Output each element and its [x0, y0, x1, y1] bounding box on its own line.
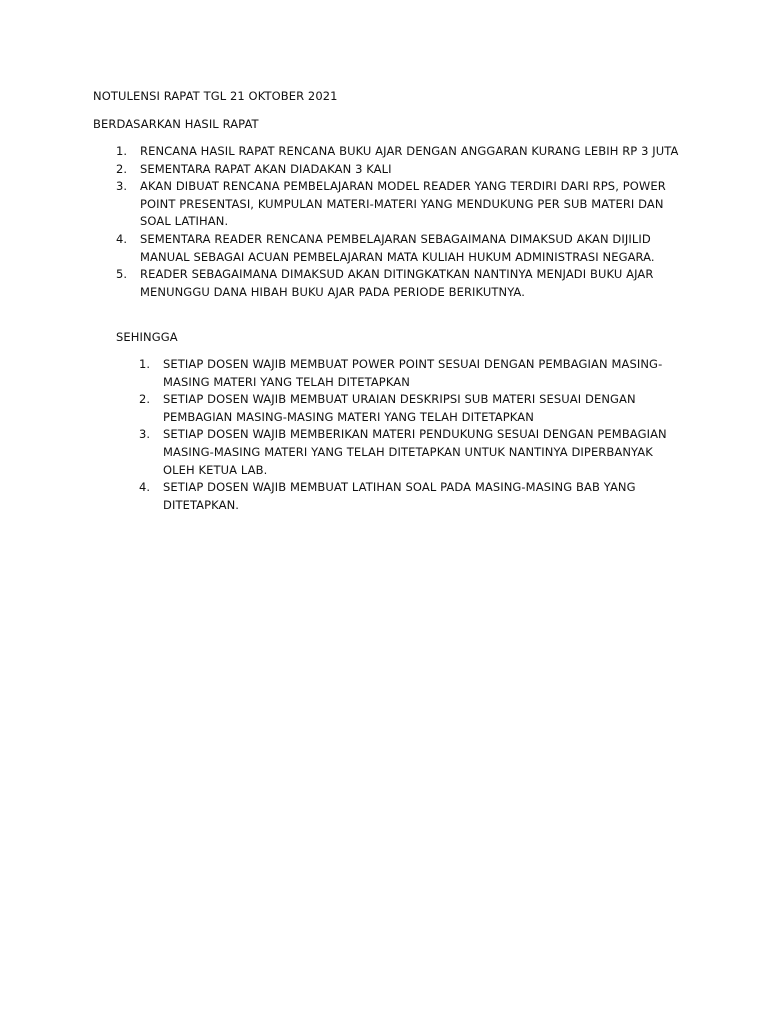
list-item-text: SEMENTARA RAPAT AKAN DIADAKAN 3 KALI — [140, 161, 392, 176]
list-item — [116, 266, 681, 301]
list-item-text: SEMENTARA READER RENCANA PEMBELAJARAN SEBAGAIMANA DIMAKSUD AKAN DIJILID MANUAL SEBAGAI ACUAN PEMBELAJARAN MATA KULIAH HUKUM ADMINISTRASI NEGARA. — [140, 231, 655, 264]
list-item-number: 4. — [139, 480, 151, 495]
list-item-number: 5. — [116, 267, 128, 282]
list-item — [139, 479, 684, 514]
main-numbered-list — [116, 143, 681, 301]
list-item-text: SETIAP DOSEN WAJIB MEMBUAT LATIHAN SOAL PADA MASING-MASING BAB YANG DITETAPKAN. — [163, 480, 636, 512]
list-item-number: 1. — [139, 357, 151, 371]
list-item-text: RENCANA HASIL RAPAT RENCANA BUKU AJAR DENGAN ANGGARAN KURANG LEBIH RP 3 JUTA — [140, 144, 679, 158]
list-item-text: AKAN DIBUAT RENCANA PEMBELAJARAN MODEL READER YANG TERDIRI DARI RPS, POWER POINT PRESENTASI, KUMPULAN MATERI-MATERI YANG MENDUKUNG PER SUB MATERI DAN SOAL LATIHAN. — [140, 179, 666, 229]
conclusion-label: SEHINGGA — [116, 330, 178, 344]
list-item — [139, 426, 684, 479]
list-item-number: 3. — [139, 427, 151, 442]
list-item-number: 1. — [116, 144, 128, 158]
list-item — [116, 178, 681, 231]
sub-numbered-list — [139, 356, 684, 514]
document-title: NOTULENSI RAPAT TGL 21 OKTOBER 2021 — [93, 89, 338, 103]
list-item — [116, 231, 681, 266]
list-item-number: 3. — [116, 179, 128, 194]
list-item-number: 4. — [116, 231, 128, 246]
list-item-text: SETIAP DOSEN WAJIB MEMBUAT POWER POINT SESUAI DENGAN PEMBAGIAN MASING-MASING MATERI YANG TELAH DITETAPKAN — [163, 357, 663, 389]
list-item-number: 2. — [116, 161, 128, 176]
list-item-number: 2. — [139, 392, 151, 407]
list-item-text: READER SEBAGAIMANA DIMAKSUD AKAN DITINGKATKAN NANTINYA MENJADI BUKU AJAR MENUNGGU DANA HIBAH BUKU AJAR PADA PERIODE BERIKUTNYA. — [140, 267, 654, 299]
list-item — [116, 161, 681, 179]
list-item — [116, 143, 681, 161]
intro-text: BERDASARKAN HASIL RAPAT — [93, 117, 259, 131]
list-item-text: SETIAP DOSEN WAJIB MEMBERIKAN MATERI PENDUKUNG SESUAI DENGAN PEMBAGIAN MASING-MASING MATERI YANG TELAH DITETAPKAN UNTUK NANTINYA DIPERBANYAK OLEH KETUA LAB. — [163, 427, 667, 477]
list-item — [139, 391, 684, 426]
list-item-text: SETIAP DOSEN WAJIB MEMBUAT URAIAN DESKRIPSI SUB MATERI SESUAI DENGAN PEMBAGIAN MASING-MASING MATERI YANG TELAH DITETAPKAN — [163, 392, 636, 424]
list-item — [139, 356, 684, 391]
